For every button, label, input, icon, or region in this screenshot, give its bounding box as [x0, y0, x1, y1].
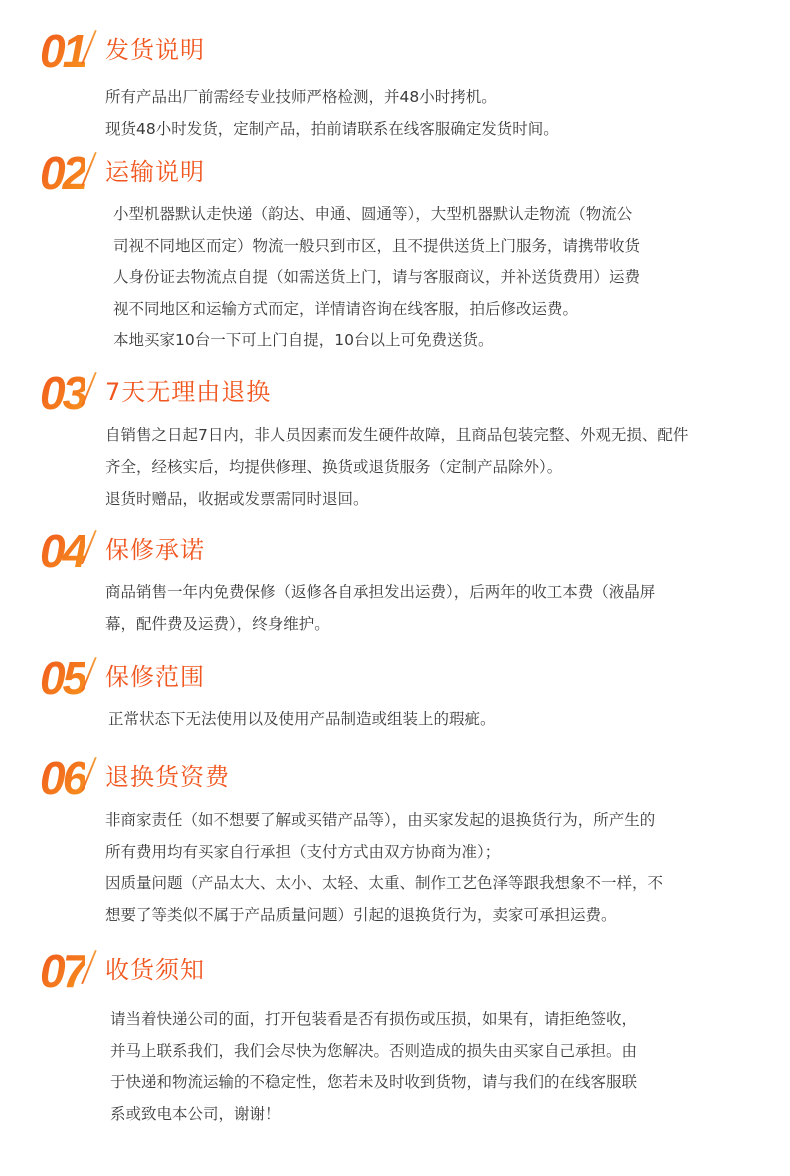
section-title: 退换货资费: [105, 763, 230, 791]
section-title: 保修承诺: [105, 536, 205, 564]
section-number: 01: [40, 25, 86, 77]
section-text-line: 本地买家10台一下可上门自提，10台以上可免费送货。: [113, 331, 494, 349]
section-text-line: 于快递和物流运输的不稳定性，您若未及时收到货物，请与我们的在线客服联: [110, 1073, 638, 1091]
section-text-line: 自销售之日起7日内，非人员因素而发生硬件故障，且商品包装完整、外观无损、配件: [105, 426, 689, 444]
section-text-line: 视不同地区和运输方式而定，详情请咨询在线客服，拍后修改运费。: [113, 299, 579, 318]
section-text-line: 所有费用均有买家自行承担（支付方式由双方协商为准）；: [105, 842, 501, 861]
section-text-line: 现货48小时发货，定制产品，拍前请联系在线客服确定发货时间。: [105, 120, 559, 138]
section-text-line: 请当着快递公司的面，打开包装看是否有损伤或压损，如果有，请拒绝签收，: [110, 1010, 638, 1028]
section-number: 05: [40, 652, 86, 704]
section-text-line: 退货时赠品，收据或发票需同时退回。: [105, 490, 369, 508]
section-text-line: 因质量问题（产品太大、太小、太轻、太重、制作工艺色泽等跟我想象不一样，不: [105, 874, 664, 892]
section-number: 03: [40, 367, 86, 419]
section-text-line: 小型机器默认走快递（韵达、申通、圆通等），大型机器默认走物流（物流公: [113, 205, 633, 223]
section-text-line: 想要了等类似不属于产品质量问题）引起的退换货行为，卖家可承担运费。: [105, 905, 617, 924]
section-text-line: 系或致电本公司，谢谢！: [110, 1104, 281, 1123]
section-title: 7天无理由退换: [105, 378, 272, 406]
section-text-line: 并马上联系我们，我们会尽快为您解决。否则造成的损失由买家自己承担。由: [110, 1041, 638, 1060]
section-text-line: 司视不同地区而定）物流一般只到市区，且不提供送货上门服务，请携带收货: [113, 236, 641, 255]
section-title: 运输说明: [105, 158, 205, 186]
section-text-line: 所有产品出厂前需经专业技师严格检测，并48小时拷机。: [105, 88, 497, 106]
section-number: 06: [40, 752, 86, 804]
section-text-line: 非商家责任（如不想要了解或买错产品等），由买家发起的退换货行为，所产生的: [105, 811, 656, 829]
section-title: 保修范围: [105, 663, 205, 691]
section-text-line: 商品销售一年内免费保修（返修各自承担发出运费），后两年的收工本费（液晶屏: [105, 583, 656, 601]
section-number: 02: [40, 147, 86, 199]
section-text-line: 人身份证去物流点自提（如需送货上门，请与客服商议，并补送货费用）运费: [113, 268, 641, 286]
section-title: 发货说明: [105, 36, 205, 64]
section-title: 收货须知: [105, 956, 205, 984]
section-number: 07: [40, 945, 86, 997]
section-text-line: 正常状态下无法使用以及使用产品制造或组装上的瑕疵。: [108, 710, 496, 728]
section-text-line: 幕，配件费及运费），终身维护。: [105, 615, 330, 633]
section-text-line: 齐全，经核实后，均提供修理、换货或退货服务（定制产品除外）。: [105, 458, 563, 476]
section-number: 04: [40, 525, 86, 577]
